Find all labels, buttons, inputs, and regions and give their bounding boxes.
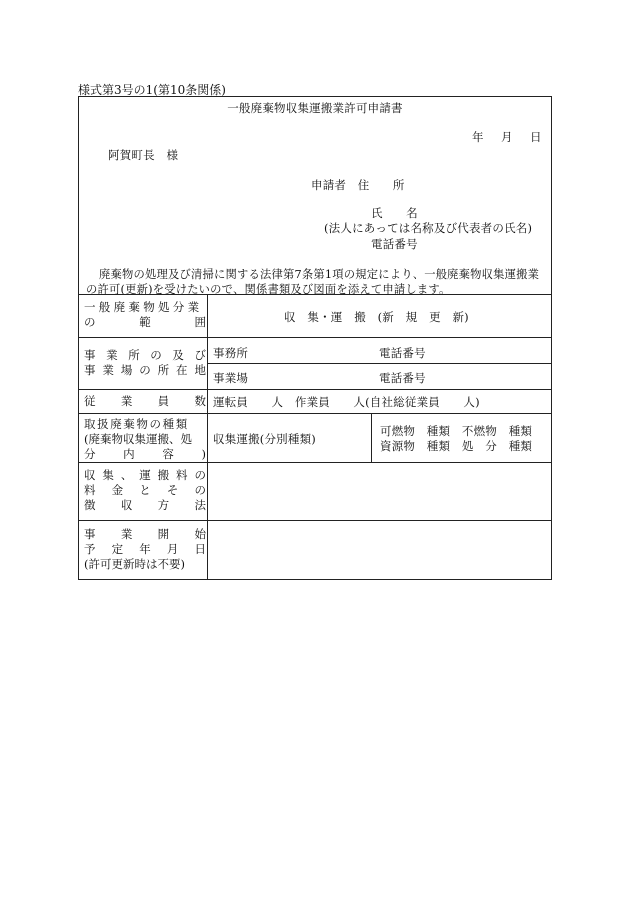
body-text-line2: の許可(更新)を受けたいので、関係書類及び図面を添えて申請します。 bbox=[86, 283, 451, 296]
waste-types-line2[interactable]: 資源物 種類 処 分 種類 bbox=[380, 439, 533, 453]
label-scope-line2: の 範 囲 bbox=[84, 315, 206, 329]
grid-line bbox=[207, 363, 552, 364]
date-line[interactable]: 年 月 日 bbox=[472, 130, 545, 144]
site-phone-field[interactable]: 電話番号 bbox=[379, 371, 426, 385]
grid-line bbox=[78, 294, 552, 295]
label-start-date: 事 業 開 始 予 定 年 月 日 (許可更新時は不要) bbox=[84, 527, 206, 571]
office-field[interactable]: 事務所 bbox=[213, 346, 249, 360]
collection-type-field[interactable]: 収集運搬(分別種類) bbox=[213, 432, 316, 446]
office-phone-field[interactable]: 電話番号 bbox=[379, 346, 426, 360]
applicant-address-label[interactable]: 申請者 住 所 bbox=[311, 178, 405, 192]
label-waste-types: 取扱廃棄物の種類 (廃棄物収集運搬、処 分 内 容 ) bbox=[84, 417, 206, 461]
waste-types-line1[interactable]: 可燃物 種類 不燃物 種類 bbox=[380, 424, 533, 438]
grid-line bbox=[78, 520, 552, 521]
label-employees: 従 業 員 数 bbox=[84, 394, 206, 408]
form-number: 様式第3号の1(第10条関係) bbox=[78, 83, 226, 97]
label-scope-line1: 一般廃棄物処分業 bbox=[84, 300, 203, 314]
grid-line bbox=[78, 337, 552, 338]
form-title: 一般廃棄物収集運搬業許可申請書 bbox=[227, 101, 403, 115]
employees-value[interactable]: 運転員 人 作業員 人(自社総従業員 人) bbox=[213, 395, 480, 409]
body-text-line1: 廃棄物の処理及び清掃に関する法律第7条第1項の規定により、一般廃棄物収集運搬業 bbox=[99, 268, 540, 281]
grid-line bbox=[371, 413, 372, 462]
label-location: 事 業 所 の 及 び 事 業 場 の 所 在 地 bbox=[84, 348, 206, 377]
applicant-phone-label[interactable]: 電話番号 bbox=[371, 237, 418, 251]
label-fees: 収 集 、 運 搬 料 の 料 金 と そ の 徴 収 方 法 bbox=[84, 468, 206, 512]
scope-value[interactable]: 収 集・運 搬 (新 規 更 新) bbox=[284, 310, 469, 324]
addressee: 阿賀町長 様 bbox=[108, 148, 179, 162]
grid-line bbox=[78, 413, 552, 414]
start-date-value-field[interactable] bbox=[209, 522, 550, 578]
fees-value-field[interactable] bbox=[209, 464, 550, 518]
grid-line bbox=[78, 462, 552, 463]
label-scope bbox=[84, 300, 206, 330]
grid-line bbox=[207, 294, 208, 580]
applicant-name-note: (法人にあっては名称及び代表者の氏名) bbox=[324, 221, 533, 235]
applicant-name-label[interactable]: 氏 名 bbox=[371, 206, 418, 220]
grid-line bbox=[78, 389, 552, 390]
site-field[interactable]: 事業場 bbox=[213, 371, 249, 385]
